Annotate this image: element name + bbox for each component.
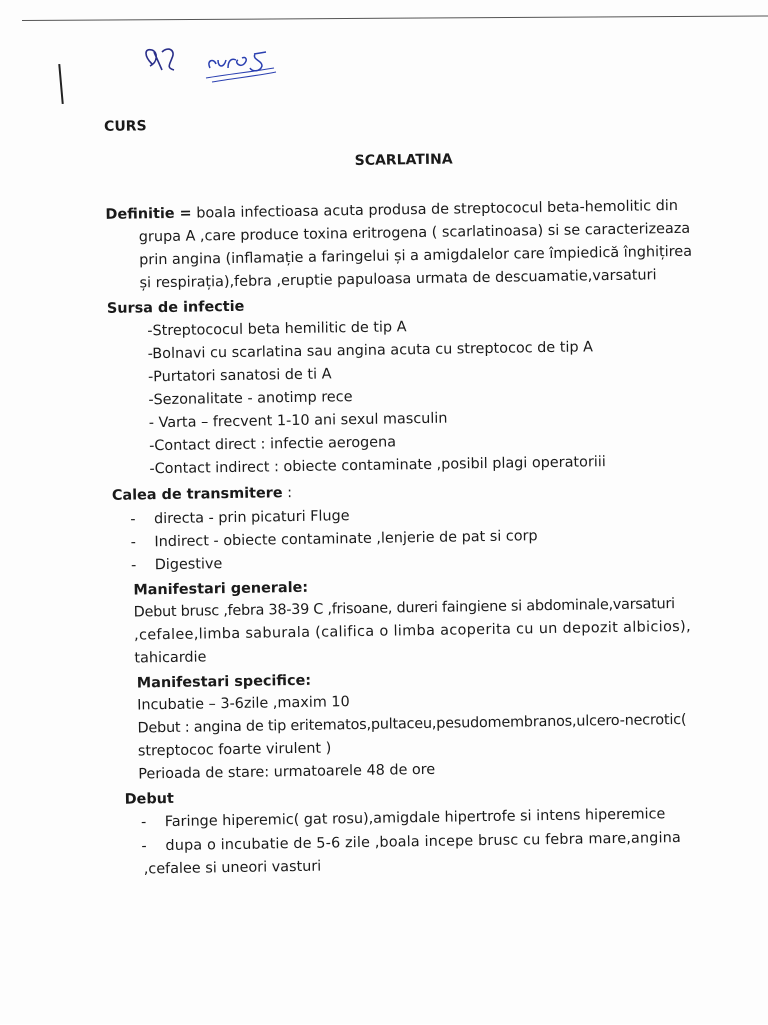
debut-item (141, 805, 666, 831)
definition-line-1 (105, 197, 678, 224)
list-dash: - (130, 534, 136, 551)
source-heading: Sursa de infectie (106, 298, 245, 317)
debut-item (141, 829, 681, 855)
definition-line-3: prin angina (inflamație a faringelui și a amigdalelor care împiedică înghițirea (139, 243, 693, 269)
course-label: CURS (103, 118, 147, 135)
specific-heading: Manifestari specifice: (136, 672, 312, 692)
specific-line-1: Incubatie – 3-6zile ,maxim 10 (137, 694, 350, 714)
list-dash: - (141, 838, 147, 855)
source-item: -Bolnavi cu scarlatina sau angina acuta cu streptococ de tip A (147, 339, 594, 363)
debut-item-text: Faringe hiperemic( gat rosu),amigdale hipertrofe si intens hiperemice (164, 806, 666, 831)
transmission-heading: Calea de transmitere (111, 485, 283, 504)
list-dash: - (130, 557, 137, 574)
source-item: -Purtatori sanatosi de ti A (147, 366, 332, 386)
debut-heading: Debut (124, 790, 174, 808)
definition-text-1: boala infectioasa acuta produsa de streptococul beta-hemolitic din (196, 197, 679, 222)
list-dash: - (140, 814, 147, 831)
transmission-item-text: Indirect - obiecte contaminate ,lenjerie de pat si corp (154, 528, 538, 551)
debut-item-continuation: ,cefalee si uneori vasturi (143, 858, 322, 878)
page-title: SCARLATINA (354, 151, 453, 170)
list-dash: - (130, 511, 136, 528)
transmission-item (130, 527, 537, 551)
definition-line-2: grupa A ,care produce toxina eritrogena ( scarlatinoasa) si se caracterizeaza (138, 220, 691, 246)
specific-line-3: streptococ foarte virulent ) (137, 740, 332, 760)
transmission-item (131, 555, 223, 574)
source-item: -Contact direct : infectie aerogena (149, 434, 397, 455)
transmission-item-text: Digestive (154, 556, 223, 574)
source-item: -Streptococul beta hemilitic de tip A (147, 319, 407, 340)
general-line-1: Debut brusc ,febra 38-39 C ,frisoane, dureri faingiene si abdominale,varsaturi (133, 596, 675, 621)
transmission-item (130, 507, 350, 528)
transmission-item-text: directa - prin picaturi Fluge (153, 508, 350, 528)
definition-line-4: și respirația),febra ,eruptie papuloasa urmata de descuamatie,varsaturi (139, 267, 657, 292)
specific-line-4: Perioada de stare: urmatoarele 48 de ore (138, 761, 436, 783)
definition-label: Definitie = (105, 205, 192, 223)
source-item: -Contact indirect : obiecte contaminate ,posibil plagi operatoriii (149, 454, 606, 478)
general-line-2: ,cefalee,limba saburala (califica o limba acoperita cu un depozit albicios), (133, 618, 692, 644)
source-item: -Sezonalitate - anotimp rece (148, 389, 353, 409)
specific-line-2: Debut : angina de tip eritematos,pultaceu,pesudomembranos,ulcero-necrotic( (137, 711, 687, 737)
source-item: - Varta – frecvent 1-10 ani sexul masculin (148, 410, 448, 432)
general-line-3: tahicardie (134, 649, 207, 667)
general-heading: Manifestari generale: (133, 579, 309, 599)
transmission-heading-suffix: : (282, 485, 293, 502)
transmission-heading-line (112, 484, 292, 505)
debut-item-text: dupa o incubatie de 5-6 zile ,boala incepe brusc cu febra mare,angina (165, 829, 682, 855)
